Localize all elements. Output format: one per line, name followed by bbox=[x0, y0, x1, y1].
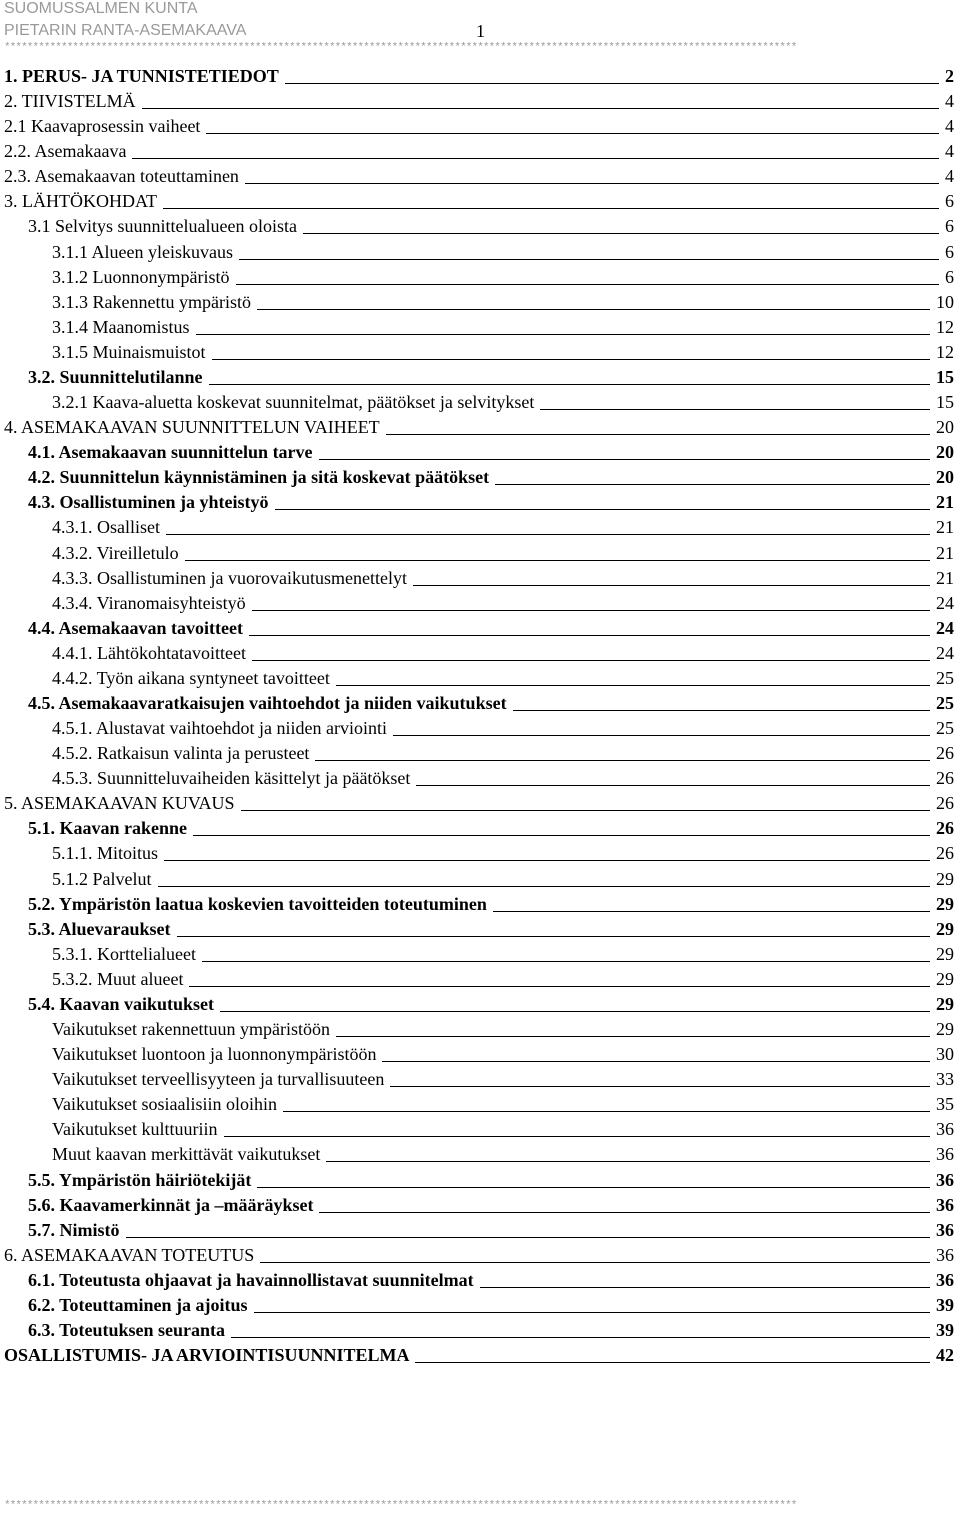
toc-entry-page: 30 bbox=[936, 1044, 954, 1065]
toc-entry-label: OSALLISTUMIS- JA ARVIOINTISUUNNITELMA bbox=[4, 1345, 410, 1366]
toc-entry-page: 36 bbox=[936, 1169, 954, 1190]
toc-entry-label: 3.1.4 Maanomistus bbox=[52, 316, 190, 337]
toc-leader-line bbox=[189, 986, 930, 987]
toc-leader-line bbox=[390, 1086, 930, 1087]
toc-leader-line bbox=[196, 334, 931, 335]
toc-entry-label: 3.1 Selvitys suunnittelualueen oloista bbox=[28, 216, 297, 237]
toc-entry-label: 6.1. Toteutusta ohjaavat ja havainnollistavat suunnitelmat bbox=[28, 1269, 474, 1290]
header-separator: ******************************************************************************************************************************************* bbox=[4, 42, 797, 54]
toc-entry-page: 12 bbox=[936, 316, 954, 337]
toc-entry-page: 35 bbox=[936, 1094, 954, 1115]
toc-entry-label: 5.1. Kaavan rakenne bbox=[28, 818, 188, 839]
toc-entry-page: 39 bbox=[936, 1294, 954, 1315]
toc-leader-line bbox=[126, 1237, 931, 1238]
toc-entry-page: 29 bbox=[936, 968, 954, 989]
toc-entry[interactable] bbox=[52, 288, 954, 313]
toc-entry-label: 5.4. Kaavan vaikutukset bbox=[28, 993, 215, 1014]
toc-entry-label: 5.6. Kaavamerkinnät ja –määräykset bbox=[28, 1194, 314, 1215]
toc-leader-line bbox=[275, 509, 930, 510]
toc-entry-page: 36 bbox=[936, 1269, 954, 1290]
toc-entry[interactable] bbox=[52, 664, 954, 689]
toc-leader-line bbox=[315, 760, 930, 761]
toc-entry[interactable] bbox=[28, 212, 954, 237]
toc-entry[interactable] bbox=[52, 338, 954, 363]
toc-entry-page: 25 bbox=[936, 718, 954, 739]
toc-entry-page: 20 bbox=[936, 417, 954, 438]
toc-leader-line bbox=[257, 309, 930, 310]
toc-entry-page: 2 bbox=[945, 66, 954, 86]
toc-entry-page: 36 bbox=[936, 1244, 954, 1265]
toc-entry[interactable] bbox=[4, 137, 954, 162]
toc-entry[interactable] bbox=[52, 639, 954, 664]
toc-leader-line bbox=[480, 1287, 930, 1288]
toc-leader-line bbox=[241, 810, 930, 811]
toc-entry-label: 4.2. Suunnittelun käynnistäminen ja sitä koskevat päätökset bbox=[28, 467, 490, 488]
toc-leader-line bbox=[249, 635, 930, 636]
toc-entry-page: 26 bbox=[936, 818, 954, 839]
toc-entry-label: Vaikutukset terveellisyyteen ja turvallisuuteen bbox=[52, 1069, 385, 1090]
toc-entry-page: 20 bbox=[936, 442, 954, 463]
toc-leader-line bbox=[252, 610, 930, 611]
toc-leader-line bbox=[513, 710, 930, 711]
header-document-title: PIETARIN RANTA-ASEMAKAAVA bbox=[4, 22, 247, 39]
toc-entry-label: Vaikutukset kulttuuriin bbox=[52, 1119, 218, 1140]
toc-entry-label: 4.4.2. Työn aikana syntyneet tavoitteet bbox=[52, 667, 330, 688]
toc-leader-line bbox=[202, 961, 930, 962]
toc-entry-page: 21 bbox=[936, 517, 954, 538]
toc-entry[interactable] bbox=[4, 162, 954, 187]
toc-entry[interactable] bbox=[52, 1140, 954, 1165]
toc-entry-page: 24 bbox=[936, 642, 954, 663]
toc-entry-page: 12 bbox=[936, 341, 954, 362]
toc-entry-label: 5. ASEMAKAAVAN KUVAUS bbox=[4, 793, 235, 814]
toc-entry-label: 5.1.2 Palvelut bbox=[52, 868, 152, 889]
toc-entry[interactable] bbox=[52, 1040, 954, 1065]
toc-entry[interactable] bbox=[28, 1266, 954, 1291]
toc-leader-line bbox=[245, 183, 939, 184]
toc-leader-line bbox=[336, 1036, 930, 1037]
toc-entry-page: 4 bbox=[945, 116, 954, 137]
toc-entry-label: 5.5. Ympäristön häiriötekijät bbox=[28, 1169, 252, 1190]
toc-leader-line bbox=[254, 1312, 930, 1313]
toc-entry-label: 6.3. Toteutuksen seuranta bbox=[28, 1320, 226, 1340]
toc-entry-label: 2.2. Asemakaava bbox=[4, 141, 127, 162]
toc-entry[interactable] bbox=[28, 1316, 954, 1341]
toc-entry-page: 15 bbox=[936, 392, 954, 413]
toc-entry[interactable] bbox=[52, 965, 954, 990]
toc-entry[interactable] bbox=[4, 62, 954, 87]
toc-entry[interactable] bbox=[28, 1216, 954, 1241]
toc-leader-line bbox=[413, 585, 930, 586]
toc-entry[interactable] bbox=[28, 814, 954, 839]
toc-entry-page: 29 bbox=[936, 943, 954, 964]
toc-entry-page: 24 bbox=[936, 592, 954, 613]
toc-leader-line bbox=[493, 911, 930, 912]
toc-entry[interactable] bbox=[28, 890, 954, 915]
toc-entry-page: 29 bbox=[936, 893, 954, 914]
toc-entry-label: 3.1.1 Alueen yleiskuvaus bbox=[52, 241, 233, 262]
toc-entry[interactable] bbox=[52, 539, 954, 564]
toc-leader-line bbox=[132, 158, 939, 159]
toc-leader-line bbox=[212, 359, 930, 360]
toc-entry[interactable] bbox=[4, 87, 954, 112]
toc-entry[interactable] bbox=[52, 839, 954, 864]
toc-entry-label: 4. ASEMAKAAVAN SUUNNITTELUN VAIHEET bbox=[4, 417, 380, 438]
toc-leader-line bbox=[252, 660, 930, 661]
toc-entry-label: 5.3.1. Korttelialueet bbox=[52, 943, 196, 964]
toc-leader-line bbox=[163, 208, 939, 209]
toc-entry-page: 6 bbox=[945, 266, 954, 287]
toc-entry-label: 3.1.2 Luonnonympäristö bbox=[52, 266, 230, 287]
toc-entry-label: 4.5. Asemakaavaratkaisujen vaihtoehdot ja niiden vaikutukset bbox=[28, 693, 507, 713]
toc-leader-line bbox=[206, 133, 939, 134]
toc-entry-page: 26 bbox=[936, 743, 954, 764]
toc-entry[interactable] bbox=[4, 187, 954, 212]
toc-entry-label: 1. PERUS- JA TUNNISTETIEDOT bbox=[4, 66, 279, 86]
toc-entry-page: 29 bbox=[936, 868, 954, 889]
toc-leader-line bbox=[239, 259, 939, 260]
toc-entry-page: 21 bbox=[936, 492, 954, 513]
toc-entry-label: 4.3.2. Vireilletulo bbox=[52, 542, 179, 563]
toc-entry-page: 4 bbox=[945, 141, 954, 162]
toc-entry-label: 3.1.5 Muinaismuistot bbox=[52, 341, 206, 362]
toc-leader-line bbox=[231, 1337, 930, 1338]
toc-entry-label: 3.2.1 Kaava-aluetta koskevat suunnitelmat, päätökset ja selvitykset bbox=[52, 392, 535, 413]
toc-entry-label: 4.3.4. Viranomaisyhteistyö bbox=[52, 592, 246, 613]
toc-entry-label: 5.2. Ympäristön laatua koskevien tavoitteiden toteutuminen bbox=[28, 893, 487, 914]
toc-leader-line bbox=[177, 936, 930, 937]
toc-entry[interactable] bbox=[28, 990, 954, 1015]
toc-entry-page: 29 bbox=[936, 918, 954, 939]
toc-entry-page: 29 bbox=[936, 993, 954, 1014]
toc-entry[interactable] bbox=[52, 313, 954, 338]
toc-entry[interactable] bbox=[4, 789, 954, 814]
toc-entry-label: 6. ASEMAKAAVAN TOTEUTUS bbox=[4, 1244, 255, 1265]
toc-entry[interactable] bbox=[4, 1241, 954, 1266]
toc-entry[interactable] bbox=[52, 764, 954, 789]
toc-entry-label: Vaikutukset rakennettuun ympäristöön bbox=[52, 1019, 330, 1040]
toc-entry-label: 4.4.1. Lähtökohtatavoitteet bbox=[52, 642, 246, 663]
toc-entry[interactable] bbox=[4, 413, 954, 438]
toc-entry[interactable] bbox=[28, 438, 954, 463]
toc-leader-line bbox=[224, 1136, 931, 1137]
toc-entry-page: 29 bbox=[936, 1019, 954, 1040]
toc-entry-label: 4.5.1. Alustavat vaihtoehdot ja niiden arviointi bbox=[52, 718, 387, 739]
toc-entry-label: 5.7. Nimistö bbox=[28, 1219, 120, 1240]
toc-entry[interactable] bbox=[52, 238, 954, 263]
toc-entry-page: 36 bbox=[936, 1119, 954, 1140]
toc-entry-page: 6 bbox=[945, 216, 954, 237]
toc-leader-line bbox=[540, 409, 930, 410]
toc-entry-page: 6 bbox=[945, 191, 954, 212]
toc-entry[interactable] bbox=[52, 940, 954, 965]
toc-entry-label: 4.3.1. Osalliset bbox=[52, 517, 160, 538]
toc-entry-page: 36 bbox=[936, 1219, 954, 1240]
toc-entry-label: 3.1.3 Rakennettu ympäristö bbox=[52, 291, 251, 312]
toc-entry[interactable] bbox=[28, 488, 954, 513]
toc-entry[interactable] bbox=[52, 589, 954, 614]
toc-entry[interactable] bbox=[4, 112, 954, 137]
toc-entry-page: 20 bbox=[936, 467, 954, 488]
toc-entry[interactable] bbox=[52, 1015, 954, 1040]
toc-leader-line bbox=[386, 434, 930, 435]
toc-leader-line bbox=[416, 785, 930, 786]
toc-entry[interactable] bbox=[52, 739, 954, 764]
toc-entry-label: 5.3. Aluevaraukset bbox=[28, 918, 171, 939]
toc-entry-page: 21 bbox=[936, 542, 954, 563]
toc-entry-page: 36 bbox=[936, 1144, 954, 1165]
toc-leader-line bbox=[166, 534, 930, 535]
toc-entry-label: 2.3. Asemakaavan toteuttaminen bbox=[4, 166, 239, 187]
toc-leader-line bbox=[164, 860, 930, 861]
toc-leader-line bbox=[220, 1011, 930, 1012]
toc-entry-label: 2. TIIVISTELMÄ bbox=[4, 91, 136, 112]
toc-leader-line bbox=[319, 1212, 930, 1213]
toc-leader-line bbox=[142, 108, 939, 109]
toc-entry-label: Muut kaavan merkittävät vaikutukset bbox=[52, 1144, 321, 1165]
toc-leader-line bbox=[495, 484, 930, 485]
toc-entry[interactable] bbox=[52, 1065, 954, 1090]
toc-entry[interactable] bbox=[52, 1115, 954, 1140]
toc-leader-line bbox=[185, 560, 930, 561]
toc-entry-label: Vaikutukset sosiaalisiin oloihin bbox=[52, 1094, 277, 1115]
toc-entry[interactable] bbox=[28, 463, 954, 488]
toc-leader-line bbox=[260, 1262, 930, 1263]
toc-entry-page: 6 bbox=[945, 241, 954, 262]
toc-entry[interactable] bbox=[52, 263, 954, 288]
toc-entry-page: 25 bbox=[936, 667, 954, 688]
toc-leader-line bbox=[393, 735, 930, 736]
toc-entry[interactable] bbox=[4, 1341, 954, 1366]
toc-entry[interactable] bbox=[52, 1090, 954, 1115]
toc-entry-page: 26 bbox=[936, 768, 954, 789]
toc-entry[interactable] bbox=[52, 865, 954, 890]
toc-entry-label: 4.1. Asemakaavan suunnittelun tarve bbox=[28, 442, 313, 463]
toc-entry-label: 5.1.1. Mitoitus bbox=[52, 843, 159, 864]
toc-entry-page: 25 bbox=[936, 693, 954, 713]
toc-leader-line bbox=[319, 459, 930, 460]
footer-separator: ******************************************************************************************************************************************* bbox=[4, 1500, 797, 1512]
toc-entry[interactable] bbox=[52, 714, 954, 739]
toc-entry-label: 4.3. Osallistuminen ja yhteistyö bbox=[28, 492, 269, 513]
toc-entry[interactable] bbox=[28, 1191, 954, 1216]
toc-entry-page: 39 bbox=[936, 1320, 954, 1340]
toc-entry-page: 4 bbox=[945, 166, 954, 187]
page-number: 1 bbox=[476, 21, 485, 41]
toc-leader-line bbox=[283, 1111, 930, 1112]
toc-leader-line bbox=[336, 685, 930, 686]
toc-entry[interactable] bbox=[28, 689, 954, 714]
toc-entry-page: 4 bbox=[945, 91, 954, 112]
toc-entry-label: 5.3.2. Muut alueet bbox=[52, 968, 184, 989]
toc-entry[interactable] bbox=[52, 513, 954, 538]
toc-leader-line bbox=[257, 1187, 930, 1188]
toc-leader-line bbox=[415, 1362, 930, 1363]
toc-entry-page: 21 bbox=[936, 567, 954, 588]
toc-entry-page: 10 bbox=[936, 291, 954, 312]
toc-entry[interactable] bbox=[28, 614, 954, 639]
toc-leader-line bbox=[236, 284, 940, 285]
toc-entry-label: Vaikutukset luontoon ja luonnonympäristöön bbox=[52, 1044, 377, 1065]
toc-entry[interactable] bbox=[28, 1291, 954, 1316]
toc-leader-line bbox=[193, 835, 930, 836]
toc-entry[interactable] bbox=[28, 915, 954, 940]
toc-entry-page: 24 bbox=[936, 617, 954, 638]
toc-entry-page: 26 bbox=[936, 793, 954, 814]
toc-entry-label: 4.5.3. Suunnitteluvaiheiden käsittelyt ja päätökset bbox=[52, 768, 411, 789]
header-organization: SUOMUSSALMEN KUNTA bbox=[4, 0, 198, 17]
toc-entry-page: 36 bbox=[936, 1194, 954, 1215]
toc-leader-line bbox=[158, 886, 931, 887]
toc-leader-line bbox=[285, 83, 939, 84]
toc-entry-page: 26 bbox=[936, 843, 954, 864]
toc-entry-label: 4.4. Asemakaavan tavoitteet bbox=[28, 617, 243, 638]
toc-entry-label: 4.5.2. Ratkaisun valinta ja perusteet bbox=[52, 743, 310, 764]
toc-entry-page: 33 bbox=[936, 1069, 954, 1090]
toc-entry[interactable] bbox=[28, 363, 954, 388]
toc-entry-label: 3. LÄHTÖKOHDAT bbox=[4, 191, 157, 212]
toc-entry-label: 4.3.3. Osallistuminen ja vuorovaikutusmenettelyt bbox=[52, 567, 407, 588]
toc-entry-label: 2.1 Kaavaprosessin vaiheet bbox=[4, 116, 201, 137]
toc-entry[interactable] bbox=[28, 1166, 954, 1191]
toc-entry-page: 15 bbox=[936, 366, 954, 387]
toc-entry-page: 42 bbox=[936, 1345, 954, 1366]
toc-entry-label: 3.2. Suunnittelutilanne bbox=[28, 366, 203, 387]
toc-leader-line bbox=[326, 1161, 930, 1162]
toc-leader-line bbox=[209, 384, 930, 385]
toc-entry[interactable] bbox=[52, 388, 954, 413]
toc-leader-line bbox=[382, 1061, 930, 1062]
toc-entry[interactable] bbox=[52, 564, 954, 589]
toc-entry-label: 6.2. Toteuttaminen ja ajoitus bbox=[28, 1294, 248, 1315]
toc-leader-line bbox=[303, 233, 939, 234]
